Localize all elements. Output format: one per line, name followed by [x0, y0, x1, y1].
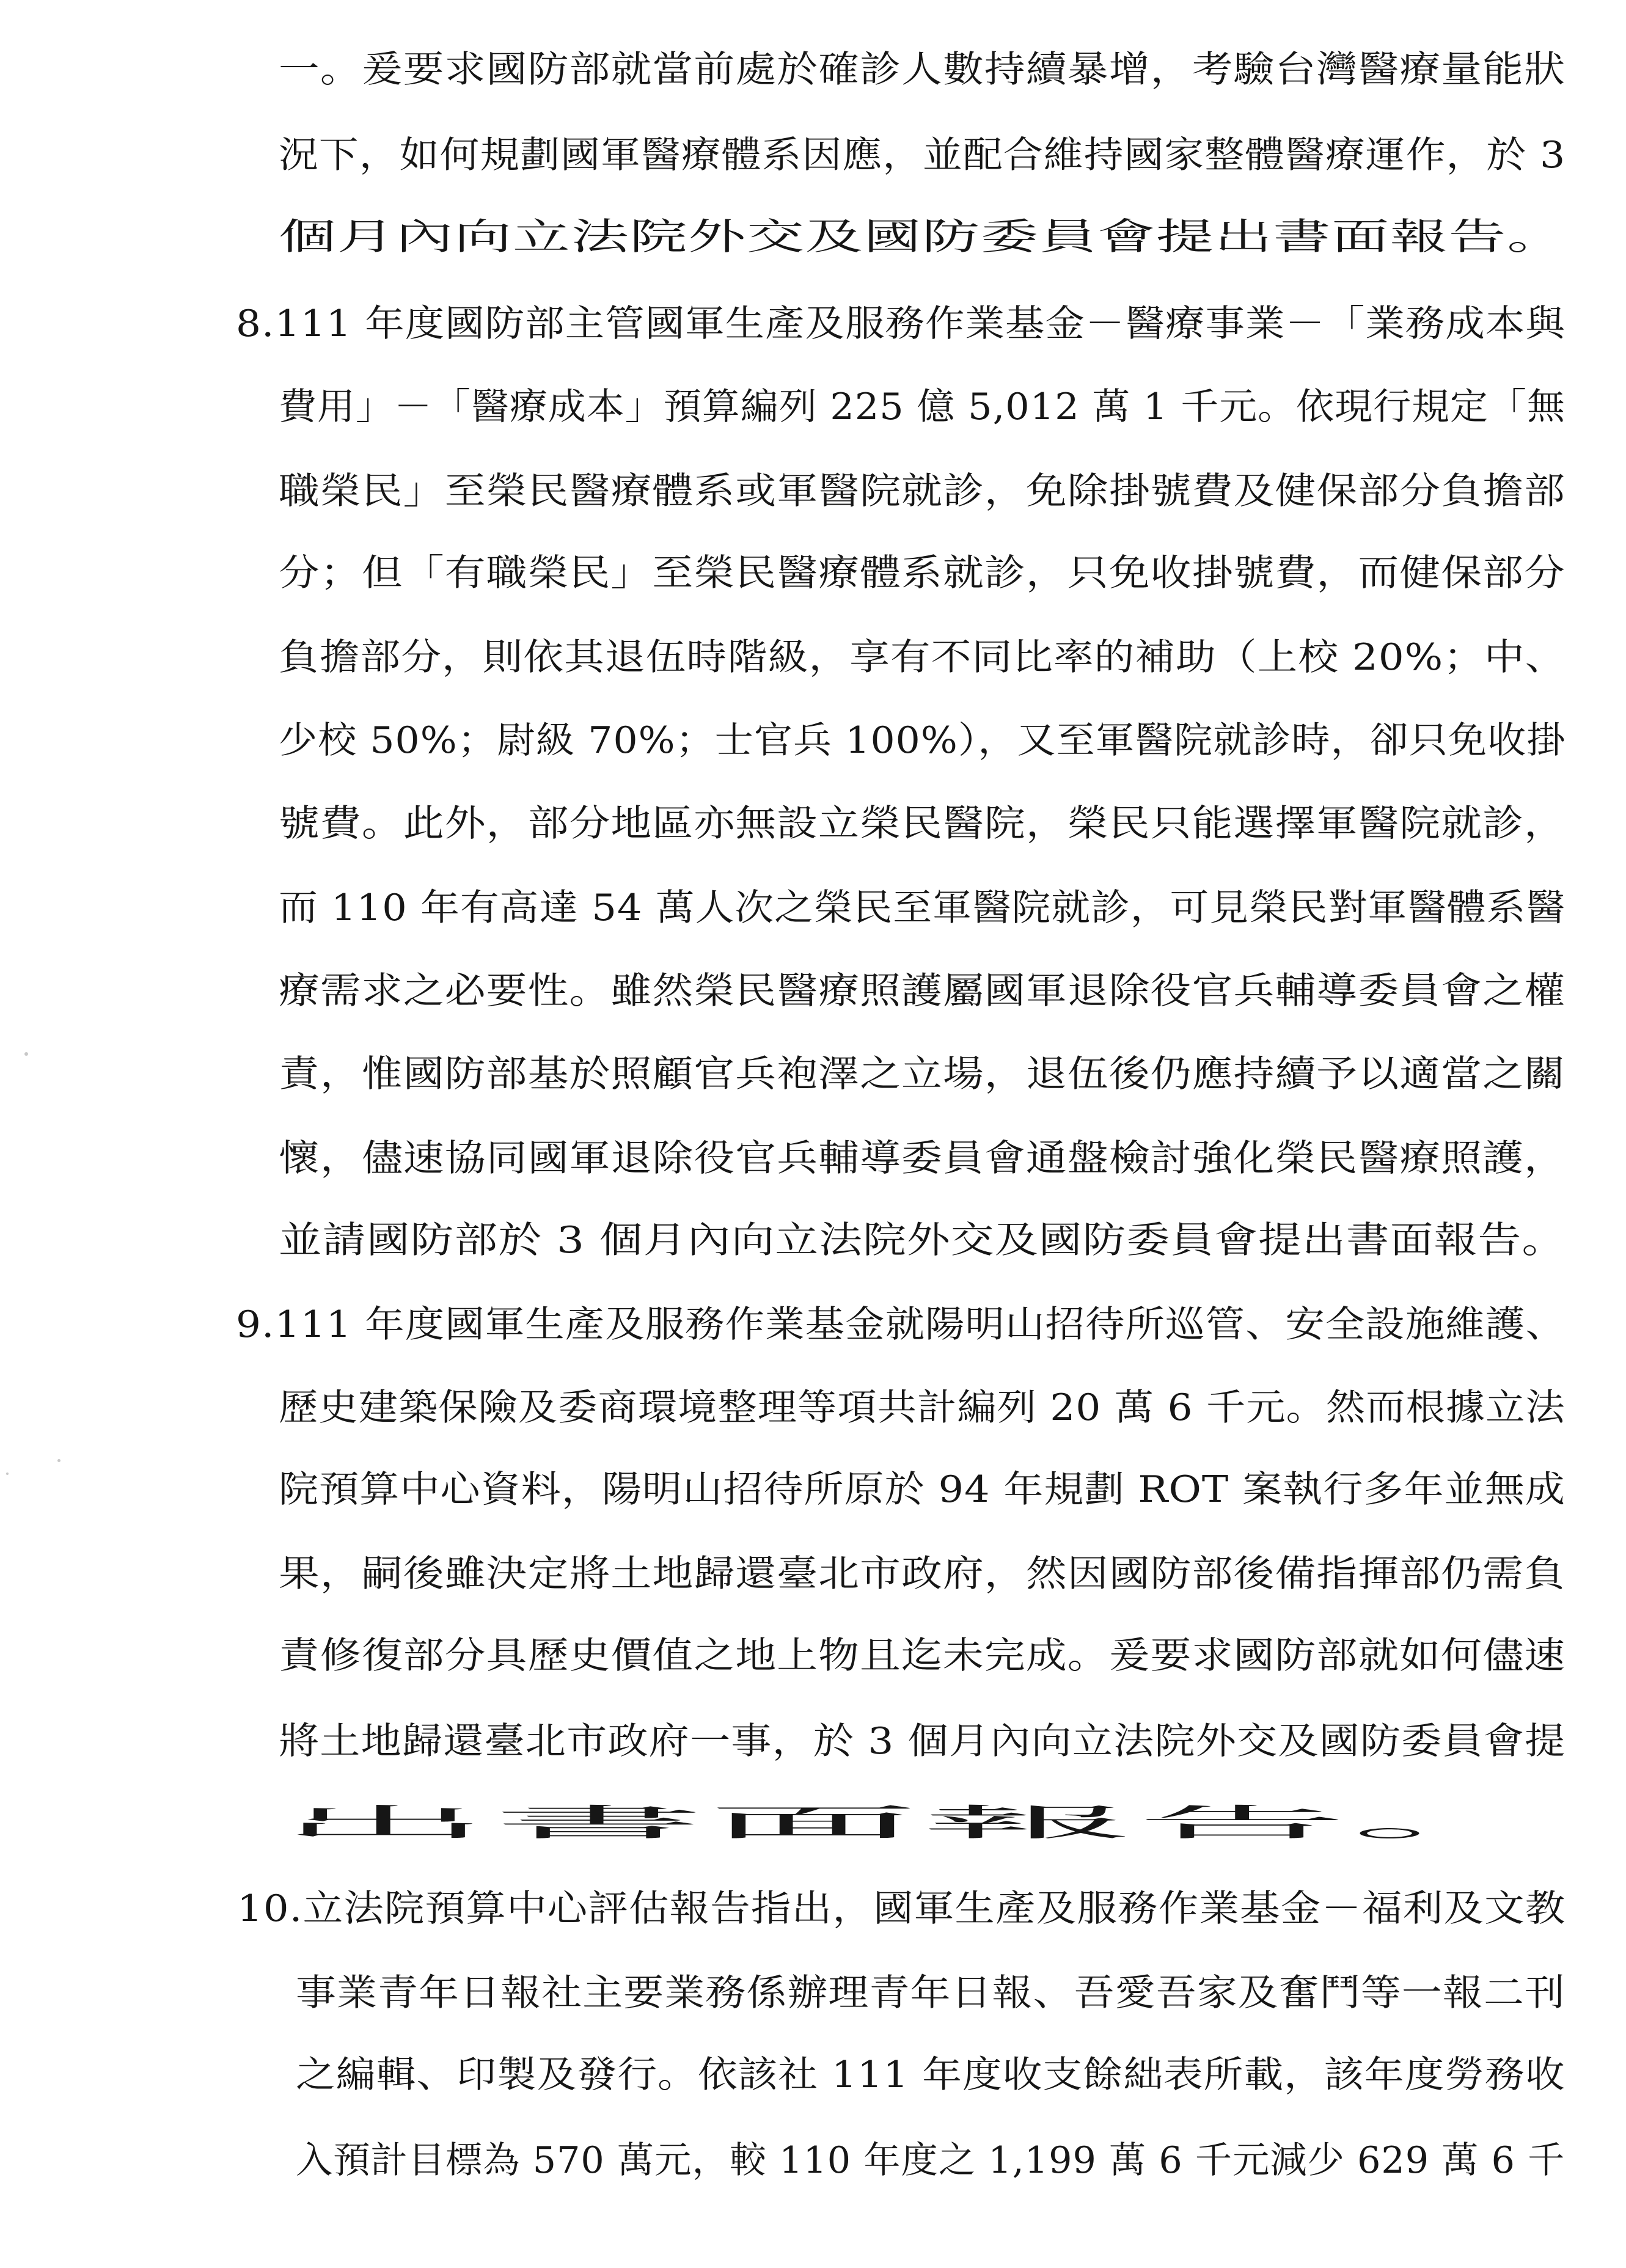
text-line: 懷，儘速協同國軍退除役官兵輔導委員會通盤檢討強化榮民醫療照護， [279, 1137, 1566, 1180]
item-9-heading-line: 9.111 年度國軍生產及服務作業基金就陽明山招待所巡管、安全設施維護、 [236, 1303, 1566, 1346]
text-line: 職榮民」至榮民醫療體系或軍醫院就診，免除掛號費及健保部分負擔部 [279, 470, 1566, 513]
text-line: 分；但「有職榮民」至榮民醫療體系就診，只免收掛號費，而健保部分 [279, 552, 1566, 594]
scan-speck [57, 1459, 60, 1462]
text-line: 果，嗣後雖決定將土地歸還臺北市政府，然因國防部後備指揮部仍需負 [279, 1553, 1566, 1595]
text-line: 費用」－「醫療成本」預算編列 225 億 5,012 萬 1 千元。依現行規定「無 [279, 386, 1566, 428]
text-line: 況下，如何規劃國軍醫療體系因應，並配合維持國家整體醫療運作，於 3 [279, 134, 1566, 177]
scan-speck [24, 1052, 28, 1056]
text-line: 一。爰要求國防部就當前處於確診人數持續暴增，考驗台灣醫療量能狀 [279, 48, 1566, 91]
text-line: 號費。此外，部分地區亦無設立榮民醫院，榮民只能選擇軍醫院就診， [279, 802, 1566, 845]
text-line: 之編輯、印製及發行。依該社 111 年度收支餘絀表所載，該年度勞務收 [296, 2054, 1566, 2096]
text-line: 責修復部分具歷史價值之地上物且迄未完成。爰要求國防部就如何儘速 [279, 1634, 1566, 1677]
text-line: 將土地歸還臺北市政府一事，於 3 個月內向立法院外交及國防委員會提 [279, 1720, 1566, 1763]
text-line: 出書面報告。 [279, 1802, 1566, 1845]
text-line: 療需求之必要性。雖然榮民醫療照護屬國軍退除役官兵輔導委員會之權 [279, 970, 1566, 1012]
item-10-heading-line: 10.立法院預算中心評估報告指出，國軍生產及服務作業基金－福利及文教 [237, 1887, 1566, 1930]
text-line: 少校 50%；尉級 70%；士官兵 100%），又至軍醫院就診時，卻只免收掛 [279, 719, 1566, 762]
scan-speck [6, 1472, 9, 1475]
text-line: 事業青年日報社主要業務係辦理青年日報、吾愛吾家及奮鬥等一報二刊 [296, 1972, 1566, 2014]
text-line: 並請國防部於 3 個月內向立法院外交及國防委員會提出書面報告。 [279, 1219, 1566, 1262]
text-line: 入預計目標為 570 萬元，較 110 年度之 1,199 萬 6 千元減少 629 萬 6 千 [296, 2139, 1566, 2182]
text-line: 負擔部分，則依其退伍時階級，享有不同比率的補助（上校 20%；中、 [279, 636, 1566, 679]
text-line: 歷史建築保險及委商環境整理等項共計編列 20 萬 6 千元。然而根據立法 [279, 1386, 1566, 1429]
item-8-heading-line: 8.111 年度國防部主管國軍生產及服務作業基金－醫療事業－「業務成本與 [236, 302, 1566, 345]
text-line: 個月內向立法院外交及國防委員會提出書面報告。 [279, 216, 1566, 258]
text-line: 責，惟國防部基於照顧官兵袍澤之立場，退伍後仍應持續予以適當之關 [279, 1053, 1566, 1096]
text-line: 院預算中心資料，陽明山招待所原於 94 年規劃 ROT 案執行多年並無成 [279, 1468, 1566, 1511]
text-line: 而 110 年有高達 54 萬人次之榮民至軍醫院就診，可見榮民對軍醫體系醫 [279, 887, 1566, 929]
